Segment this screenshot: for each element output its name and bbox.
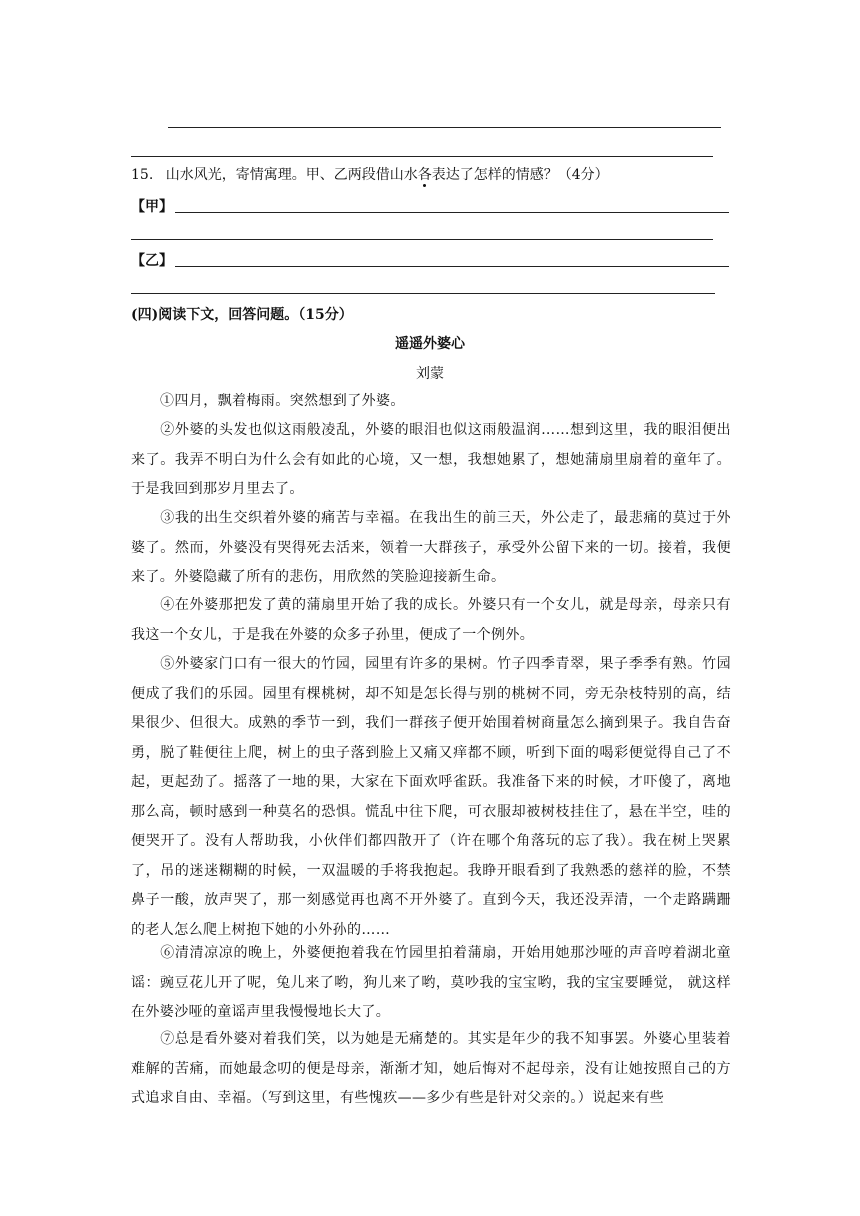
question-number: 15. (131, 167, 154, 183)
emphasis-dotted-char: 各 (417, 167, 432, 183)
label-yi: 【乙】 (131, 253, 173, 269)
answer-line (168, 127, 721, 128)
paragraph-1: ①四月，飘着梅雨。突然想到了外婆。 (160, 393, 405, 409)
paragraph-5: ⑤外婆家门口有一很大的竹园，园里有许多的果树。竹子四季青翠，果子季季有熟。竹园便成了我们的乐园。园里有棵桃树，却不知是怎长得与别的桃树不同，旁无杂枝特别的高，结果很少、但很大。成熟的季节一到，我们一群孩子便开始围着树商量怎么摘到果子。我自告奋勇，脱了鞋便往上爬，树上的虫子落到脸上又痛又痒都不顾，听到下面的喝彩便觉得自己了不起，更起劲了。摇落了一地的果，大家在下面欢呼雀跃。我准备下来的时候，才吓傻了，离地那么高，顿时感到一种莫名的恐惧。慌乱中往下爬，可衣服却被树枝挂住了，悬在半空，哇的便哭开了。没有人帮助我，小伙伴们都四散开了（许在哪个角落玩的忘了我）。我在树上哭累了，吊的迷迷糊糊的时候，一双温暖的手将我抱起。我睁开眼看到了我熟悉的慈祥的脸，不禁鼻子一酸，放声哭了，那一刻感觉再也离不开外婆了。直到今天，我还没弄清，一个走路蹒跚的老人怎么爬上树抱下她的小外孙的…… (131, 656, 731, 938)
question-text: 山水风光，寄情寓理。甲、乙两段借山水 (165, 167, 418, 183)
answer-line (131, 156, 713, 157)
article-title: 遥遥外婆心 (395, 336, 465, 352)
answer-line-jia[interactable] (175, 212, 729, 213)
paragraph-2: ②外婆的头发也似这雨般凌乱，外婆的眼泪也似这雨般温润……想到这里，我的眼泪便出来了。我弄不明白为什么会有如此的心境，又一想，我想她累了，想她蒲扇里扇着的童年了。于是我回到那岁月里去了。 (131, 422, 731, 497)
paragraph-4: ④在外婆那把发了黄的蒲扇里开始了我的成长。外婆只有一个女儿，就是母亲，母亲只有我这一个女儿，于是我在外婆的众多子孙里，便成了一个例外。 (131, 597, 731, 643)
question-text-end: 表达了怎样的情感？（4分） (431, 167, 609, 183)
article-author: 刘蒙 (416, 366, 444, 382)
paragraph-6: ⑥清清凉凉的晚上，外婆便抱着我在竹园里拍着蒲扇，开始用她那沙哑的声音哼着湖北童谣：豌豆花儿开了呢，兔儿来了哟，狗儿来了哟，莫吵我的宝宝哟，我的宝宝要睡觉， 就这样在外婆沙哑的童谣声里我慢慢地长大了。 (131, 945, 731, 1020)
answer-line[interactable] (131, 239, 713, 240)
section-heading: (四)阅读下文，回答问题。（15分） (131, 307, 353, 323)
paragraph-3: ③我的出生交织着外婆的痛苦与幸福。在我出生的前三天，外公走了，最悲痛的莫过于外婆了。然而，外婆没有哭得死去活来，领着一大群孩子，承受外公留下来的一切。接着，我便来了。外婆隐藏了所有的悲伤，用欣然的笑脸迎接新生命。 (131, 510, 731, 585)
question-15 (131, 165, 609, 185)
label-jia: 【甲】 (131, 199, 173, 215)
paragraph-7: ⑦总是看外婆对着我们笑，以为她是无痛楚的。其实是年少的我不知事罢。外婆心里装着难解的苦痛，而她最念叨的便是母亲，渐渐才知，她后悔对不起母亲，没有让她按照自己的方式追求自由、幸福。（写到这里，有些愧疚——多少有些是针对父亲的。）说起来有些 (131, 1031, 731, 1106)
answer-line-yi[interactable] (175, 266, 729, 267)
answer-line[interactable] (131, 293, 715, 294)
